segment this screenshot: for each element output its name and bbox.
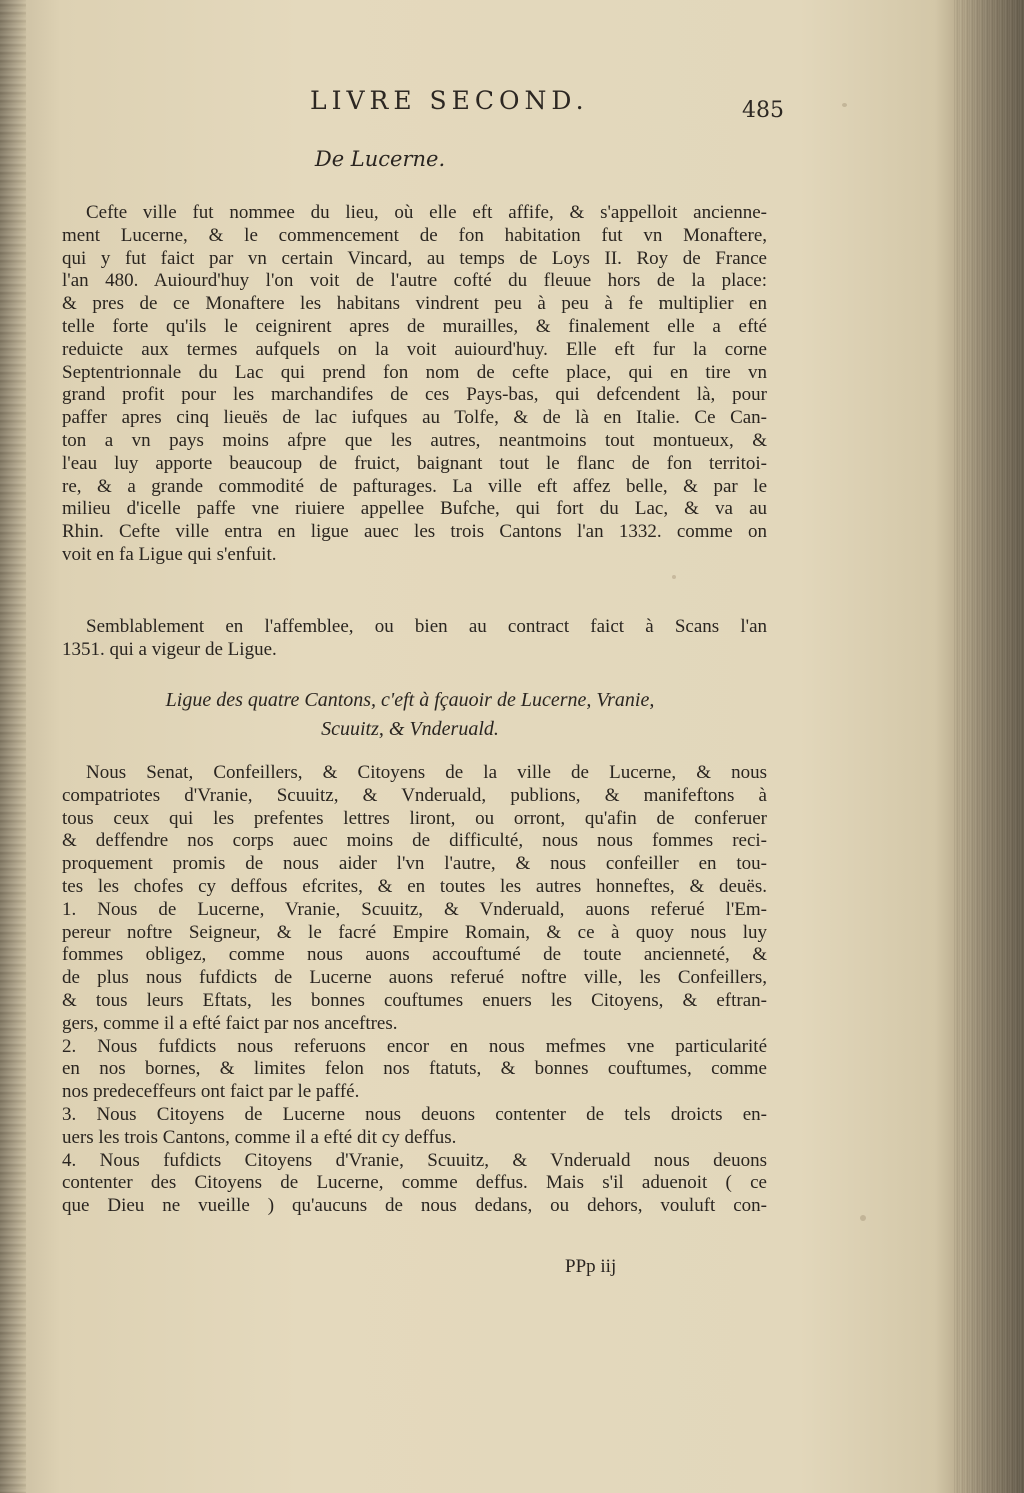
heading-line: Scuuitz, & Vnderuald. [321, 718, 499, 740]
text-line: ton a vn pays moins afpre que les autres, neantmoins tout montueux, & [62, 429, 767, 451]
text-line: l'eau luy apporte beaucoup de fruict, baignant tout le flanc de fon territoi- [62, 452, 767, 474]
text-line: & tous leurs Eftats, les bonnes couftumes enuers les Citoyens, & eftran- [62, 989, 767, 1011]
text-line: de plus nous fufdicts de Lucerne auons referué noftre ville, les Confeillers, [62, 967, 767, 989]
text-line: ment Lucerne, & le commencement de fon habitation fut vn Monaftere, [62, 224, 767, 246]
page-number: 485 [742, 98, 784, 123]
facing-page-edge [0, 0, 26, 1493]
paragraph-lucerne [62, 202, 767, 567]
paper-stain [842, 103, 847, 107]
text-line: compatriotes d'Vranie, Scuuitz, & Vnderuald, publions, & manifeftons à [62, 784, 767, 806]
text-line: nos predeceffeurs ont faict par le paffé. [62, 1081, 360, 1103]
text-line: 4. Nous fufdicts Citoyens d'Vranie, Scuuitz, & Vnderuald nous deuons [62, 1149, 767, 1171]
text-line: tous ceux qui les prefentes lettres liront, ou orront, qu'afin de conferuer [62, 807, 767, 829]
text-line: 1351. qui a vigeur de Ligue. [62, 638, 277, 660]
text-line: proquement promis de nous aider l'vn l'autre, & nous confeiller en tou- [62, 853, 767, 875]
text-line: 1. Nous de Lucerne, Vranie, Scuuitz, & Vnderuald, auons referué l'Em- [62, 898, 767, 920]
text-line: que Dieu ne vueille ) qu'aucuns de nous dedans, ou dehors, vouluft con- [62, 1195, 767, 1217]
heading-line: Ligue des quatre Cantons, c'eft à fçauoir de Lucerne, Vranie, [165, 689, 655, 711]
text-line: voit en fa Ligue qui s'enfuit. [62, 543, 277, 565]
signature-catchword: PPp iij [565, 1256, 617, 1277]
book-page [30, 12, 945, 1482]
text-line: reduicte aux termes aufquels on la voit auiourd'huy. Elle eft fur la corne [62, 338, 767, 360]
ligue-heading [70, 686, 750, 744]
text-line: Rhin. Cefte ville entra en ligue auec les trois Cantons l'an 1332. comme on [62, 521, 767, 543]
text-line: 2. Nous fufdicts nous referuons encor en nous mefmes vne particularité [62, 1035, 767, 1057]
text-line: fommes obligez, comme nous auons accouftumé de toute ancienneté, & [62, 944, 767, 966]
text-line: pereur noftre Seigneur, & le facré Empire Romain, & ce à quoy nous luy [62, 921, 767, 943]
text-line: gers, comme il a efté faict par nos anceftres. [62, 1012, 398, 1034]
text-line: l'an 480. Auiourd'huy l'on voit de l'autre cofté du fleuue hors de la place: [62, 270, 767, 292]
text-line: en nos bornes, & limites felon nos ftatuts, & bonnes couftumes, comme [62, 1058, 767, 1080]
text-line: Nous Senat, Confeillers, & Citoyens de la ville de Lucerne, & nous [86, 762, 767, 783]
text-line: tes les chofes cy deffous efcrites, & en toutes les autres honneftes, & deuës. [62, 875, 767, 897]
paragraph-treaty [62, 762, 767, 1218]
page-fore-edge [954, 0, 1024, 1493]
paper-stain [860, 1215, 866, 1221]
text-line: milieu d'icelle paffe vne riuiere appellee Bufche, qui fort du Lac, & va au [62, 498, 767, 520]
text-line: uers les trois Cantons, comme il a efté dit cy deffus. [62, 1126, 457, 1148]
text-line: grand profit pour les marchandifes de ces Pays-bas, qui defcendent là, pour [62, 384, 767, 406]
text-line: paffer apres cinq lieuës de lac iufques au Tolfe, & de là en Italie. Ce Can- [62, 407, 767, 429]
text-line: telle forte qu'ils le ceignirent apres de murailles, & finalement elle a efté [62, 315, 767, 337]
text-line: & pres de ce Monaftere les habitans vindrent peu à peu à fe multiplier en [62, 293, 767, 315]
text-line: contenter des Citoyens de Lucerne, comme deffus. Mais s'il aduenoit ( ce [62, 1172, 767, 1194]
paragraph-assemblee [62, 616, 767, 662]
text-line: Cefte ville fut nommee du lieu, où elle eft affife, & s'appelloit ancienne- [86, 202, 767, 223]
section-heading: De Lucerne. [314, 147, 446, 171]
running-title: LIVRE SECOND. [310, 86, 589, 115]
text-line: & deffendre nos corps auec moins de difficulté, nous nous fommes reci- [62, 830, 767, 852]
text-line: 3. Nous Citoyens de Lucerne nous deuons contenter de tels droicts en- [62, 1103, 767, 1125]
paper-stain [672, 575, 676, 579]
text-line: Semblablement en l'affemblee, ou bien au contract faict à Scans l'an [86, 616, 767, 637]
text-line: re, & a grande commodité de pafturages. La ville eft affez belle, & par le [62, 475, 767, 497]
text-line: qui y fut faict par vn certain Vincard, au temps de Loys II. Roy de France [62, 247, 767, 269]
text-line: Septentrionnale du Lac qui prend fon nom de cefte place, qui en tire vn [62, 361, 767, 383]
